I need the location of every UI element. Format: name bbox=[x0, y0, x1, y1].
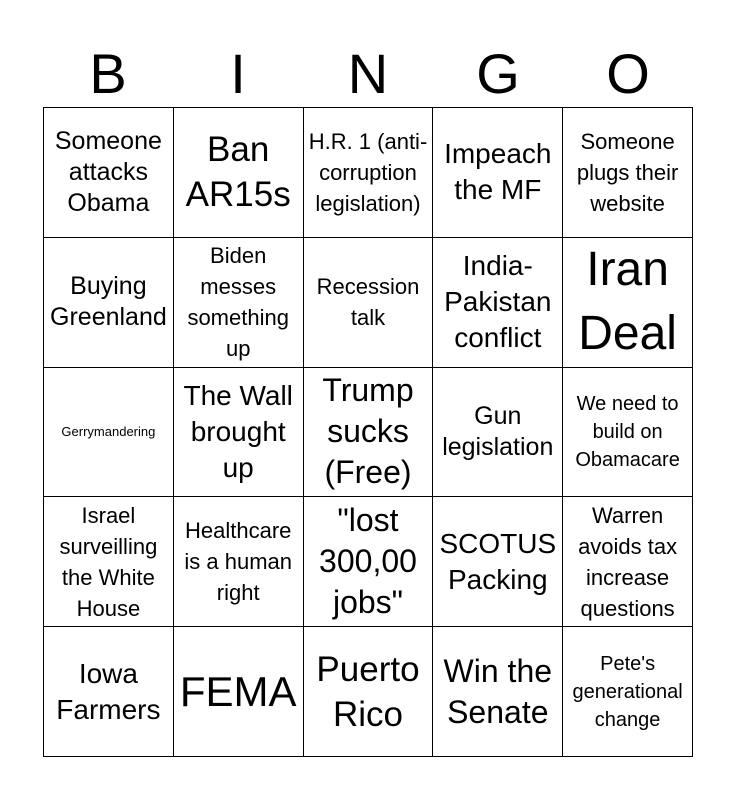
bingo-header bbox=[43, 40, 693, 108]
cell-label: Ban AR15s bbox=[185, 130, 291, 215]
bingo-cell-2-3[interactable] bbox=[304, 238, 434, 368]
bingo-cell-5-3[interactable] bbox=[304, 627, 434, 757]
bingo-cell-4-5[interactable] bbox=[563, 497, 693, 627]
header-letter-g: G bbox=[476, 42, 520, 105]
bingo-cell-3-2[interactable] bbox=[174, 368, 304, 498]
bingo-cell-4-4[interactable] bbox=[433, 497, 563, 627]
bingo-cell-1-4[interactable] bbox=[433, 108, 563, 238]
bingo-cell-1-5[interactable] bbox=[563, 108, 693, 238]
cell-label: We need to build on Obamacare bbox=[575, 392, 680, 471]
bingo-cell-4-1[interactable] bbox=[44, 497, 174, 627]
cell-label: Buying Greenland bbox=[50, 272, 167, 332]
cell-label: Win the Senate bbox=[443, 652, 553, 730]
cell-label: Healthcare is a human right bbox=[184, 518, 292, 606]
bingo-cell-5-2[interactable] bbox=[174, 627, 304, 757]
cell-label: Iran Deal bbox=[578, 243, 677, 361]
bingo-cell-3-4[interactable] bbox=[433, 368, 563, 498]
bingo-cell-4-2[interactable] bbox=[174, 497, 304, 627]
cell-label: FEMA bbox=[179, 667, 297, 715]
cell-label: Warren avoids tax increase questions bbox=[578, 502, 678, 621]
cell-label: The Wall brought up bbox=[183, 379, 293, 483]
header-letter-n: N bbox=[347, 42, 389, 105]
bingo-cell-5-5[interactable] bbox=[563, 627, 693, 757]
cell-label: "lost 300,00 jobs" bbox=[319, 502, 417, 621]
cell-label: Pete's generational change bbox=[572, 652, 683, 731]
cell-label: Iowa Farmers bbox=[56, 657, 161, 725]
cell-label: Impeach the MF bbox=[444, 138, 552, 206]
bingo-cell-2-5[interactable] bbox=[563, 238, 693, 368]
header-letter-o: O bbox=[606, 42, 650, 105]
bingo-cell-3-1[interactable] bbox=[44, 368, 174, 498]
bingo-cell-2-2[interactable] bbox=[174, 238, 304, 368]
bingo-cell-5-4[interactable] bbox=[433, 627, 563, 757]
bingo-cell-5-1[interactable] bbox=[44, 627, 174, 757]
cell-label: Gun legislation bbox=[442, 401, 554, 461]
bingo-cell-1-3[interactable] bbox=[304, 108, 434, 238]
bingo-cell-1-1[interactable] bbox=[44, 108, 174, 238]
bingo-cell-4-3[interactable] bbox=[304, 497, 434, 627]
cell-label: Gerrymandering bbox=[61, 423, 156, 439]
cell-label: Someone plugs their website bbox=[576, 128, 679, 216]
cell-label: Israel surveilling the White House bbox=[59, 502, 158, 621]
bingo-cell-1-2[interactable] bbox=[174, 108, 304, 238]
cell-label: Trump sucks (Free) bbox=[322, 372, 414, 491]
header-letter-i: I bbox=[230, 42, 246, 105]
cell-label: Someone attacks Obama bbox=[54, 126, 162, 217]
bingo-cell-2-1[interactable] bbox=[44, 238, 174, 368]
cell-label: Biden messes something up bbox=[187, 243, 289, 362]
bingo-grid bbox=[43, 107, 693, 757]
bingo-cell-3-5[interactable] bbox=[563, 368, 693, 498]
bingo-cell-3-3[interactable] bbox=[304, 368, 434, 498]
header-letter-b: B bbox=[89, 42, 127, 105]
cell-label: India-Pakistan conflict bbox=[444, 250, 552, 354]
cell-label: SCOTUS Packing bbox=[439, 527, 557, 595]
cell-label: Recession talk bbox=[316, 274, 420, 331]
cell-label: H.R. 1 (anti-corruption legislation) bbox=[308, 128, 428, 216]
bingo-cell-2-4[interactable] bbox=[433, 238, 563, 368]
cell-label: Puerto Rico bbox=[316, 649, 420, 734]
